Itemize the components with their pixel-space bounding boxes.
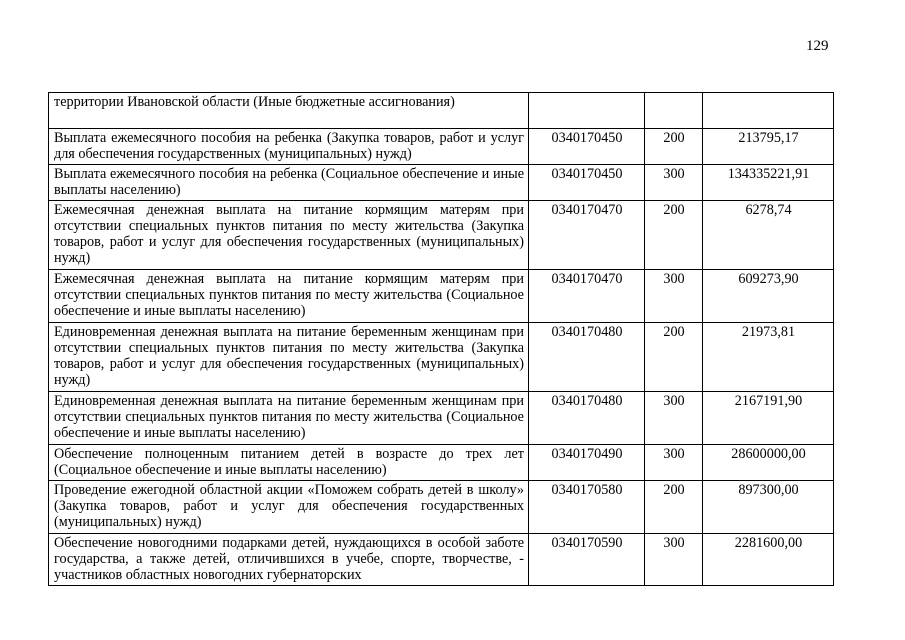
row-description: территории Ивановской области (Иные бюджетные ассигнования): [49, 93, 529, 129]
row-target-code: 0340170480: [529, 392, 645, 445]
row-expense-type: 200: [645, 323, 703, 392]
row-description: Ежемесячная денежная выплата на питание кормящим матерям при отсутствии специальных пунктов питания по месту жительства (Закупка товаров, работ и услуг для обеспечения государственных (муниципальных) нужд): [49, 201, 529, 270]
row-expense-type: 200: [645, 129, 703, 165]
row-target-code: 0340170480: [529, 323, 645, 392]
row-amount: 134335221,91: [703, 165, 834, 201]
table-row: [49, 93, 834, 129]
table-row: [49, 392, 834, 445]
row-amount: 2167191,90: [703, 392, 834, 445]
table-row: [49, 201, 834, 270]
table-row: [49, 129, 834, 165]
row-amount: 6278,74: [703, 201, 834, 270]
budget-table: [48, 92, 834, 586]
row-description: Обеспечение полноценным питанием детей в возрасте до трех лет (Социальное обеспечение и иные выплаты населению): [49, 445, 529, 481]
row-expense-type: 200: [645, 201, 703, 270]
row-amount: 2281600,00: [703, 534, 834, 586]
row-description: Выплата ежемесячного пособия на ребенка (Закупка товаров, работ и услуг для обеспечения государственных (муниципальных) нужд): [49, 129, 529, 165]
row-description: Проведение ежегодной областной акции «Поможем собрать детей в школу» (Закупка товаров, работ и услуг для обеспечения государственных (муниципальных) нужд): [49, 481, 529, 534]
table-row: [49, 481, 834, 534]
row-description: Ежемесячная денежная выплата на питание кормящим матерям при отсутствии специальных пунктов питания по месту жительства (Социальное обеспечение и иные выплаты населению): [49, 270, 529, 323]
row-amount: 213795,17: [703, 129, 834, 165]
row-target-code: 0340170450: [529, 165, 645, 201]
row-expense-type: 300: [645, 445, 703, 481]
row-amount: 897300,00: [703, 481, 834, 534]
row-amount: 21973,81: [703, 323, 834, 392]
page-number: 129: [806, 38, 829, 54]
table-row: [49, 323, 834, 392]
row-target-code: 0340170450: [529, 129, 645, 165]
table-row: [49, 165, 834, 201]
row-target-code: 0340170470: [529, 270, 645, 323]
row-target-code: [529, 93, 645, 129]
row-expense-type: [645, 93, 703, 129]
row-amount: [703, 93, 834, 129]
table-row: [49, 270, 834, 323]
row-target-code: 0340170590: [529, 534, 645, 586]
row-expense-type: 300: [645, 392, 703, 445]
row-description: Выплата ежемесячного пособия на ребенка (Социальное обеспечение и иные выплаты населению): [49, 165, 529, 201]
row-target-code: 0340170580: [529, 481, 645, 534]
table-row: [49, 534, 834, 586]
row-description: Обеспечение новогодними подарками детей, нуждающихся в особой заботе государства, а также детей, отличившихся в учебе, спорте, творчестве, - участников областных новогодних губернаторских: [49, 534, 529, 586]
row-expense-type: 300: [645, 534, 703, 586]
row-description: Единовременная денежная выплата на питание беременным женщинам при отсутствии специальных пунктов питания по месту жительства (Закупка товаров, работ и услуг для обеспечения государственных (муниципальных) нужд): [49, 323, 529, 392]
table-row: [49, 445, 834, 481]
row-expense-type: 200: [645, 481, 703, 534]
row-amount: 609273,90: [703, 270, 834, 323]
row-target-code: 0340170470: [529, 201, 645, 270]
row-description: Единовременная денежная выплата на питание беременным женщинам при отсутствии специальных пунктов питания по месту жительства (Социальное обеспечение и иные выплаты населению): [49, 392, 529, 445]
row-expense-type: 300: [645, 270, 703, 323]
row-target-code: 0340170490: [529, 445, 645, 481]
row-expense-type: 300: [645, 165, 703, 201]
row-amount: 28600000,00: [703, 445, 834, 481]
